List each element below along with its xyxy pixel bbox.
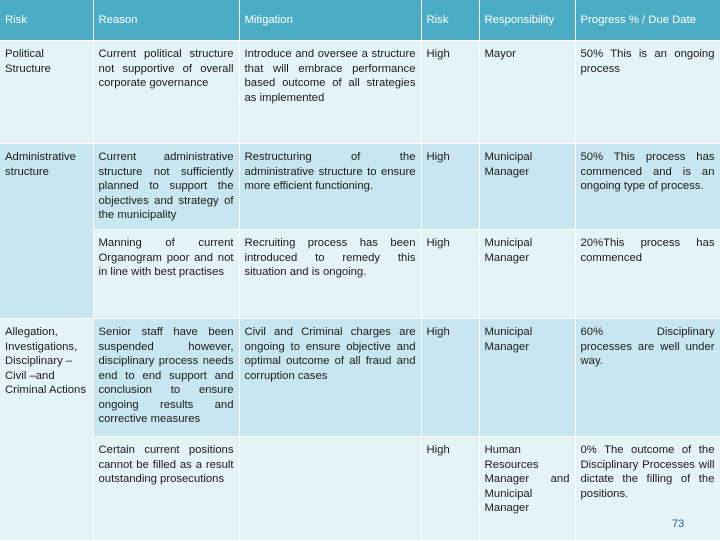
- risk-cell: Allegation, Investigations, Disciplinary – Civil –and Criminal Actions: [0, 319, 93, 541]
- mitigation-cell: Introduce and oversee a structure that will embrace performance based outcome of all strategies as implemented: [239, 41, 421, 144]
- risk-level-cell: High: [421, 230, 479, 319]
- header-risk-level: Risk: [421, 0, 479, 41]
- header-mitigation: Mitigation: [239, 0, 421, 41]
- table-row: [0, 144, 720, 230]
- page-number: 73: [672, 518, 685, 530]
- responsibility-cell: Human Resources Manager and Municipal Manager: [479, 437, 575, 541]
- progress-cell: 20%This process has commenced: [575, 230, 720, 319]
- responsibility-cell: Municipal Manager: [479, 319, 575, 437]
- header-progress: Progress % / Due Date: [575, 0, 720, 41]
- progress-cell: 60% Disciplinary processes are well under way.: [575, 319, 720, 437]
- header-reason: Reason: [93, 0, 239, 41]
- reason-cell: Manning of current Organogram poor and not in line with best practises: [93, 230, 239, 319]
- mitigation-cell: Civil and Criminal charges are ongoing to ensure objective and optimal outcome of all fraud and corruption cases: [239, 319, 421, 437]
- risk-level-cell: High: [421, 319, 479, 437]
- header-risk: Risk: [0, 0, 93, 41]
- progress-cell: 0% The outcome of the Disciplinary Processes will dictate the filling of the positions.: [575, 437, 720, 541]
- table-row: [0, 230, 720, 319]
- responsibility-cell: Municipal Manager: [479, 230, 575, 319]
- table-header-row: [0, 0, 720, 41]
- table-row: [0, 319, 720, 437]
- risk-cell: Administrative structure: [0, 144, 93, 319]
- mitigation-cell: [239, 437, 421, 541]
- progress-cell: 50% This is an ongoing process: [575, 41, 720, 144]
- table-row: [0, 41, 720, 144]
- risk-cell: Political Structure: [0, 41, 93, 144]
- reason-cell: Current administrative structure not sufficiently planned to support the objectives and strategy of the municipality: [93, 144, 239, 230]
- reason-cell: Current political structure not supportive of overall corporate governance: [93, 41, 239, 144]
- header-responsibility: Responsibility: [479, 0, 575, 41]
- reason-cell: Certain current positions cannot be filled as a result outstanding prosecutions: [93, 437, 239, 541]
- risk-level-cell: High: [421, 41, 479, 144]
- progress-cell: 50% This process has commenced and is an ongoing type of process.: [575, 144, 720, 230]
- responsibility-cell: Municipal Manager: [479, 144, 575, 230]
- reason-cell: Senior staff have been suspended however, disciplinary process needs end to end support and conclusion to ensure ongoing results and corrective measures: [93, 319, 239, 437]
- risk-level-cell: High: [421, 437, 479, 541]
- risk-level-cell: High: [421, 144, 479, 230]
- mitigation-cell: Restructuring of the administrative structure to ensure more efficient functioning.: [239, 144, 421, 230]
- mitigation-cell: Recruiting process has been introduced to remedy this situation and is ongoing.: [239, 230, 421, 319]
- table-row: [0, 437, 720, 541]
- responsibility-cell: Mayor: [479, 41, 575, 144]
